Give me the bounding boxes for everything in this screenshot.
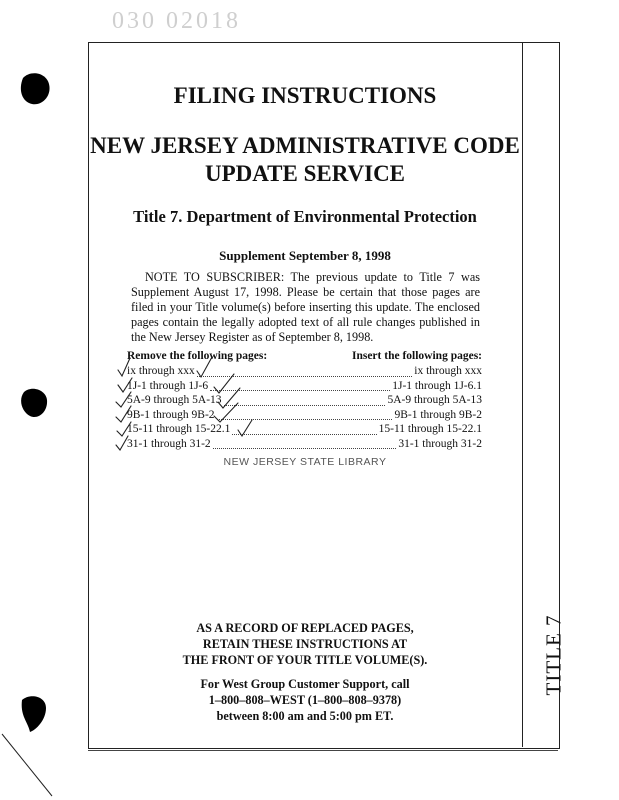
insert-header: Insert the following pages:: [351, 350, 482, 362]
check-mark: [238, 420, 252, 436]
check-mark: [214, 374, 234, 393]
remove-pages: 15-11 through 15-22.1: [127, 423, 231, 435]
page-title: FILING INSTRUCTIONS: [173, 83, 437, 108]
remove-pages: 5A-9 through 5A-13: [127, 394, 222, 406]
record-line: THE FRONT OF YOUR TITLE VOLUME(S).: [182, 653, 428, 667]
customer-support: [88, 676, 522, 724]
check-mark: [118, 378, 132, 392]
archive-stamp: 030 02018: [112, 8, 241, 34]
remove-pages: 31-1 through 31-2: [127, 437, 211, 450]
note-to-subscriber: NOTE TO SUBSCRIBER: The previous update to Title 7 was Supplement August 17, 1998. Please be certain that those pages are filed in your Title volume(s) before inserting this update. The enclosed pages contain the legally adopted text of all rule changes published in the New Jersey Register as of September 8, 1998.: [131, 270, 480, 344]
insert-pages: 1J-1 through 1J-6.1: [392, 379, 482, 392]
check-mark: [118, 358, 130, 376]
insert-pages: 5A-9 through 5A-13: [387, 394, 482, 406]
insert-pages: 15-11 through 15-22.1: [378, 423, 482, 435]
check-mark: [197, 357, 212, 377]
check-mark: [117, 422, 131, 436]
remove-header: Remove the following pages:: [127, 350, 268, 362]
record-instructions: [88, 620, 522, 668]
support-hours: between 8:00 am and 5:00 pm ET.: [216, 709, 394, 723]
insert-pages: ix through xxx: [414, 365, 482, 377]
code-title-line1: NEW JERSEY ADMINISTRATIVE CODE: [90, 133, 520, 158]
record-line: RETAIN THESE INSTRUCTIONS AT: [202, 637, 408, 651]
insert-pages: 31-1 through 31-2: [398, 437, 482, 450]
supplement-date: Supplement September 8, 1998: [219, 248, 391, 263]
title-heading: Title 7. Department of Environmental Protection: [133, 207, 477, 226]
check-mark: [116, 406, 131, 422]
check-mark: [214, 403, 238, 422]
code-title-line2: UPDATE SERVICE: [204, 161, 406, 186]
remove-pages: ix through xxx: [127, 365, 195, 377]
side-tab-label: TITLE 7: [541, 614, 566, 696]
check-mark: [116, 392, 131, 407]
library-stamp: NEW JERSEY STATE LIBRARY: [223, 456, 387, 468]
record-line: AS A RECORD OF REPLACED PAGES,: [196, 621, 414, 635]
support-line: For West Group Customer Support, call: [200, 677, 410, 691]
insert-pages: 9B-1 through 9B-2: [394, 408, 482, 421]
remove-pages: 9B-1 through 9B-2: [127, 408, 215, 421]
check-mark: [116, 436, 128, 450]
support-phone: 1–800–808–WEST (1–800–808–9378): [208, 693, 402, 707]
remove-pages: 1J-1 through 1J-6: [127, 379, 209, 392]
